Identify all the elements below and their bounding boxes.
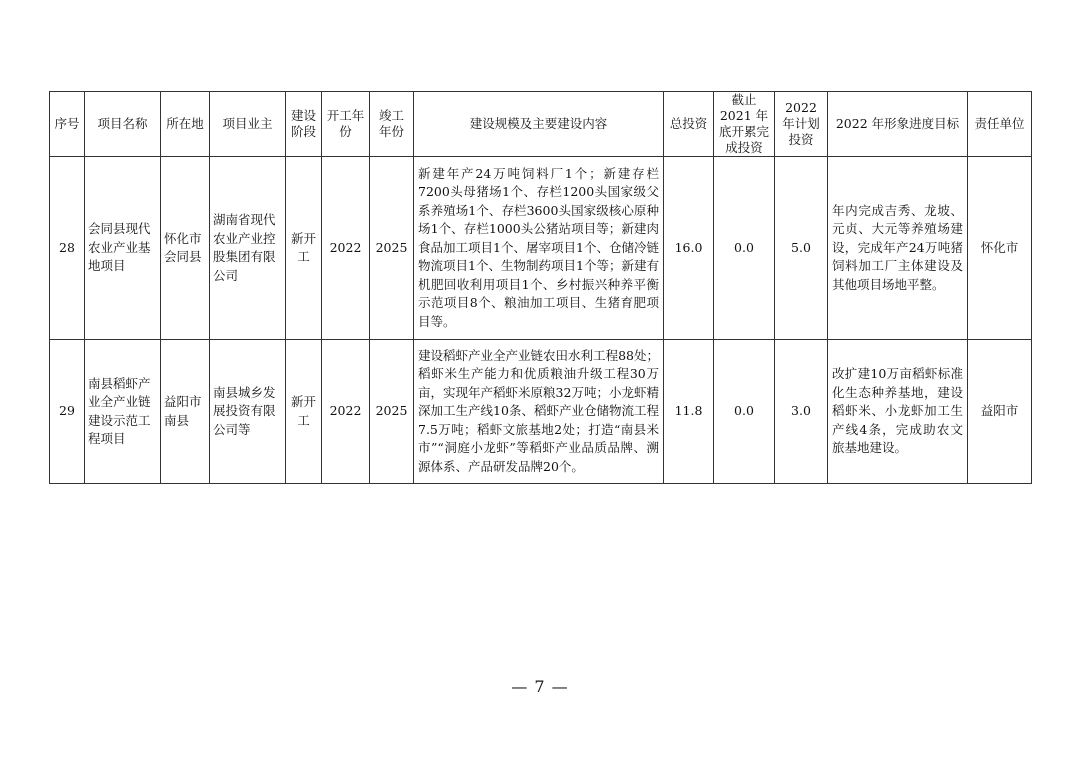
cell-target: 年内完成吉秀、龙坡、元贞、大元等养殖场建设，完成年产24万吨猪饲料加工厂主体建设及其他项目场地平整。 (828, 157, 968, 340)
header-content: 建设规模及主要建设内容 (414, 92, 664, 157)
cell-target: 改扩建10万亩稻虾标准化生态种养基地，建设稻虾米、小龙虾加工生产线4条，完成助农文旅基地建设。 (828, 340, 968, 484)
cell-name: 会同县现代农业产业基地项目 (85, 157, 161, 340)
cell-name: 南县稻虾产业全产业链建设示范工程项目 (85, 340, 161, 484)
cell-unit: 益阳市 (968, 340, 1032, 484)
header-end-year: 竣工年份 (370, 92, 414, 157)
table-row (50, 157, 1032, 340)
page-number: — 7 — (511, 677, 569, 696)
header-unit: 责任单位 (968, 92, 1032, 157)
cell-unit: 怀化市 (968, 157, 1032, 340)
project-table-container (49, 91, 1031, 484)
header-seq: 序号 (50, 92, 85, 157)
table-row (50, 340, 1032, 484)
table-header-row (50, 92, 1032, 157)
cell-completed-investment: 0.0 (714, 157, 775, 340)
cell-total-investment: 11.8 (664, 340, 714, 484)
header-plan-investment: 2022 年计划投资 (775, 92, 828, 157)
cell-seq: 29 (50, 340, 85, 484)
cell-owner: 湖南省现代农业产业控股集团有限公司 (210, 157, 286, 340)
cell-start-year: 2022 (322, 340, 370, 484)
header-total-investment: 总投资 (664, 92, 714, 157)
cell-content: 新建年产24万吨饲料厂1个；新建存栏7200头母猪场1个、存栏1200头国家级父系养殖场1个、存栏3600头国家级核心原种场1个、存栏1000头公猪站项目等；新建肉食品加工项目1个、屠宰项目1个、仓储冷链物流项目1个、生物制药项目1个等；新建有机肥回收利用项目1个、乡村振兴种养平衡示范项目8个、粮油加工项目、生猪育肥项目等。 (414, 157, 664, 340)
cell-location: 怀化市会同县 (161, 157, 210, 340)
cell-completed-investment: 0.0 (714, 340, 775, 484)
cell-stage: 新开工 (286, 157, 322, 340)
header-name: 项目名称 (85, 92, 161, 157)
cell-total-investment: 16.0 (664, 157, 714, 340)
cell-end-year: 2025 (370, 157, 414, 340)
cell-content: 建设稻虾产业全产业链农田水利工程88处；稻虾米生产能力和优质粮油升级工程30万亩，实现年产稻虾米原粮32万吨；小龙虾精深加工生产线10条、稻虾产业仓储物流工程7.5万吨；稻虾文旅基地2处；打造“南县米市”“洞庭小龙虾”等稻虾产业品质品牌、溯源体系、产品研发品牌20个。 (414, 340, 664, 484)
project-table (49, 91, 1032, 484)
cell-owner: 南县城乡发展投资有限公司等 (210, 340, 286, 484)
cell-seq: 28 (50, 157, 85, 340)
header-stage: 建设阶段 (286, 92, 322, 157)
header-completed-investment: 截止 2021 年底开累完成投资 (714, 92, 775, 157)
header-target: 2022 年形象进度目标 (828, 92, 968, 157)
cell-start-year: 2022 (322, 157, 370, 340)
cell-stage: 新开工 (286, 340, 322, 484)
cell-plan-investment: 3.0 (775, 340, 828, 484)
header-start-year: 开工年份 (322, 92, 370, 157)
header-owner: 项目业主 (210, 92, 286, 157)
header-location: 所在地 (161, 92, 210, 157)
cell-end-year: 2025 (370, 340, 414, 484)
cell-location: 益阳市南县 (161, 340, 210, 484)
cell-plan-investment: 5.0 (775, 157, 828, 340)
